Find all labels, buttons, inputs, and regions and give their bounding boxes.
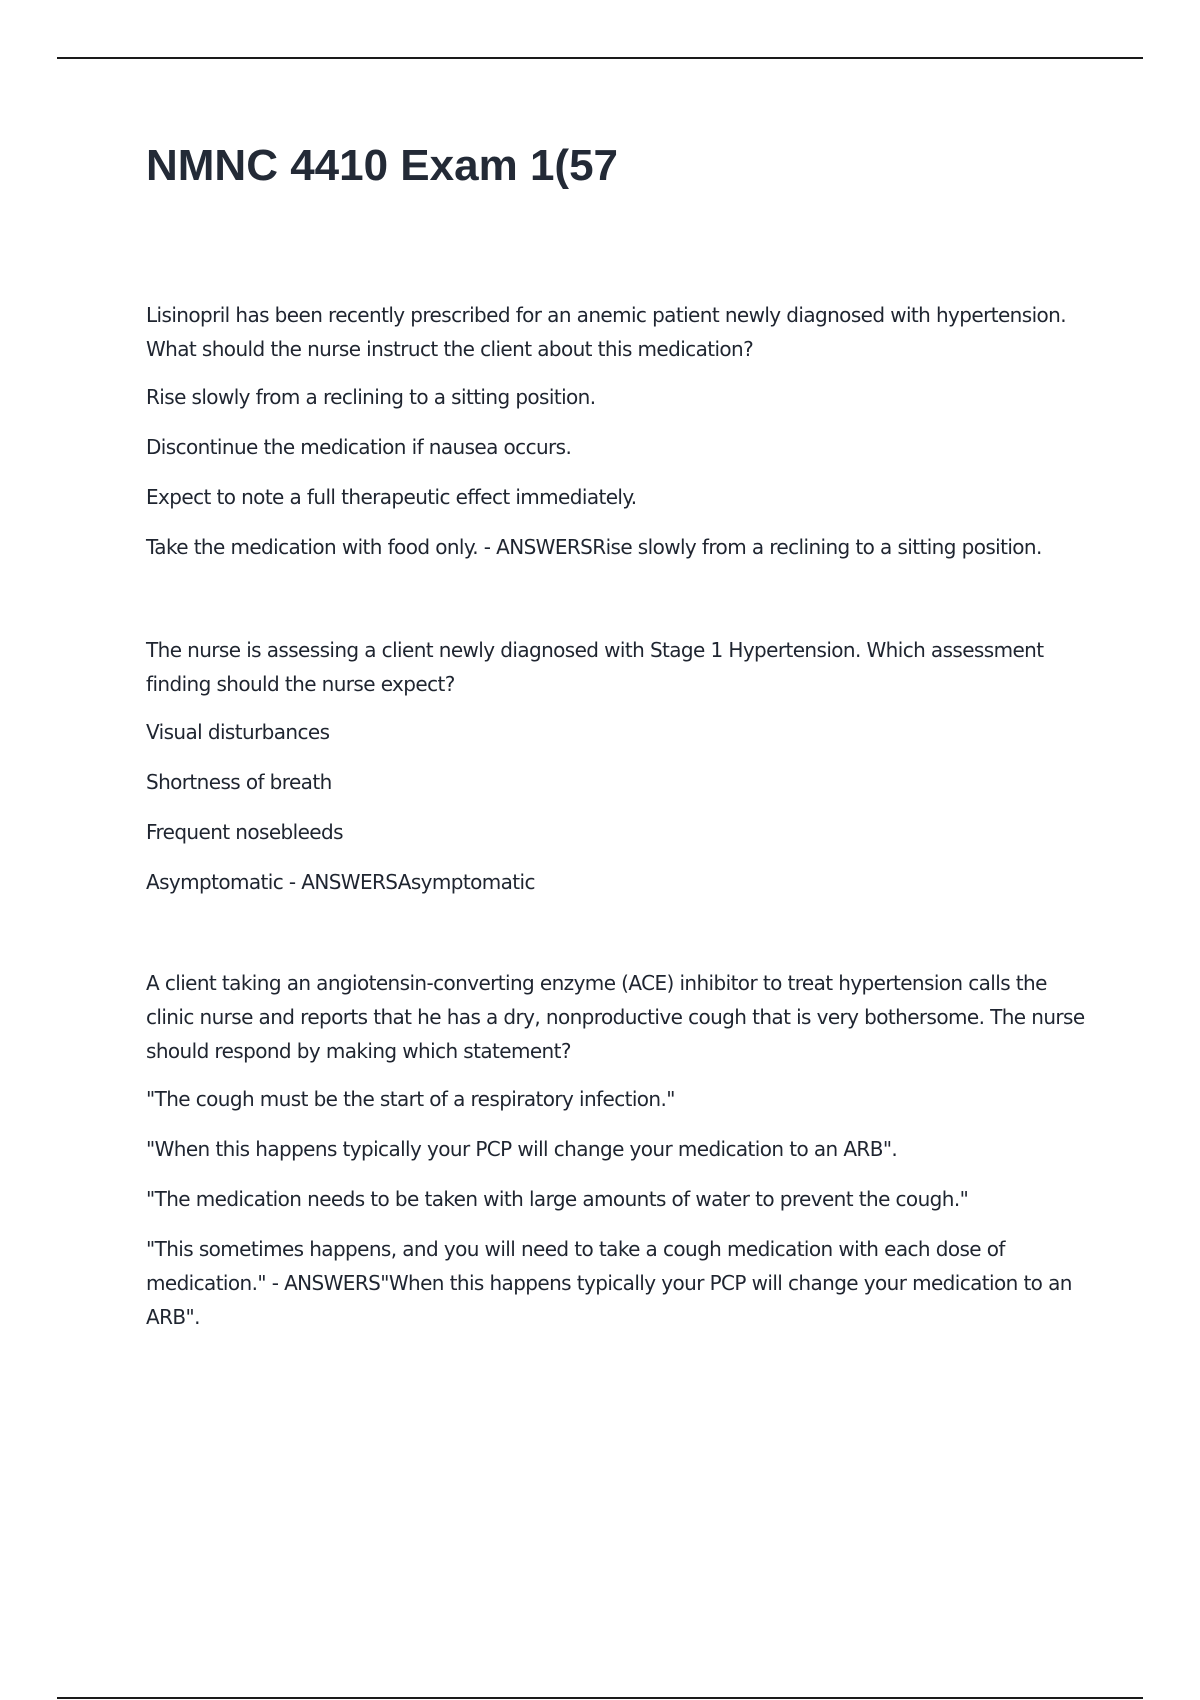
- answer-option: "The medication needs to be taken with large amounts of water to prevent the cough.": [146, 1187, 969, 1211]
- bottom-rule: [57, 1697, 1143, 1699]
- answer-option: Visual disturbances: [146, 720, 330, 744]
- answer-option-with-key: Take the medication with food only. - ANSWERSRise slowly from a reclining to a sitting position.: [146, 535, 1042, 559]
- question-text: Lisinopril has been recently prescribed for an anemic patient newly diagnosed with hypertension. What should the nurse instruct the client about this medication?: [146, 303, 1066, 361]
- question-text: The nurse is assessing a client newly diagnosed with Stage 1 Hypertension. Which assessment finding should the nurse expect?: [146, 638, 1044, 696]
- answer-option: "The cough must be the start of a respiratory infection.": [146, 1087, 675, 1111]
- answer-option: Shortness of breath: [146, 770, 332, 794]
- question-block: [146, 298, 1086, 580]
- answer-option-with-key: "This sometimes happens, and you will need to take a cough medication with each dose of medication." - ANSWERS"When this happens typically your PCP will change your medication to an ARB".: [146, 1237, 1072, 1329]
- top-rule: [57, 57, 1143, 59]
- answer-option: Frequent nosebleeds: [146, 820, 343, 844]
- answer-option: Rise slowly from a reclining to a sitting position.: [146, 385, 596, 409]
- answer-option-with-key: Asymptomatic - ANSWERSAsymptomatic: [146, 870, 535, 894]
- document-title: NMNC 4410 Exam 1(57: [146, 141, 619, 190]
- question-block: [146, 633, 1086, 915]
- question-block: [146, 966, 1086, 1350]
- question-text: A client taking an angiotensin-converting enzyme (ACE) inhibitor to treat hypertension calls the clinic nurse and reports that he has a dry, nonproductive cough that is very bothersome. The nurse should respond by making which statement?: [146, 971, 1085, 1063]
- answer-option: "When this happens typically your PCP will change your medication to an ARB".: [146, 1137, 898, 1161]
- answer-option: Expect to note a full therapeutic effect immediately.: [146, 485, 637, 509]
- answer-option: Discontinue the medication if nausea occurs.: [146, 435, 572, 459]
